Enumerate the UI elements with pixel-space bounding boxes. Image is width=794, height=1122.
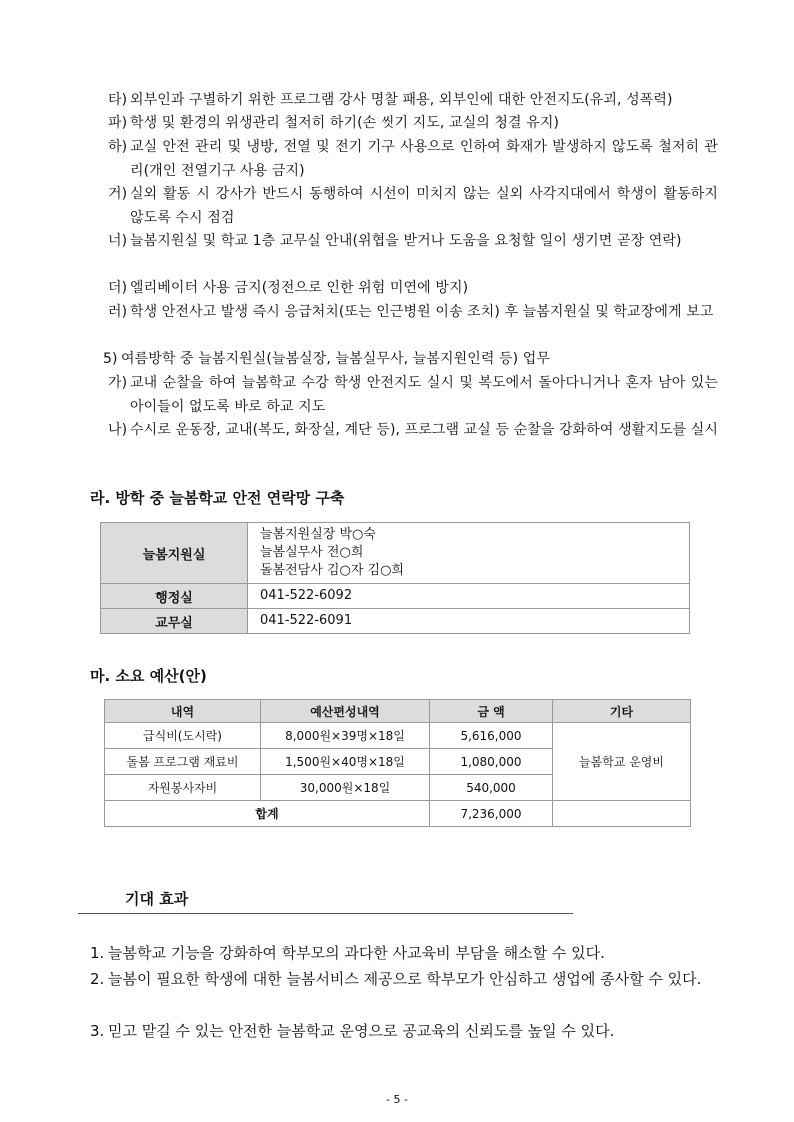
contact-head: 늘봄지원실 xyxy=(101,523,248,584)
list-item: 2. 늘봄이 필요한 학생에 대한 늘봄서비스 제공으로 학부모가 안심하고 생업에 종사할 수 있다. xyxy=(90,970,702,988)
cell-amount: 5,616,000 xyxy=(430,723,553,749)
cell-detail: 8,000원×39명×18일 xyxy=(261,723,430,749)
section-title-expected: 기대 효과 xyxy=(125,890,189,908)
list-item: 나) 수시로 운동장, 교내(복도, 화장실, 계단 등), 프로그램 교실 등 순찰을 강화하여 생활지도를 실시 xyxy=(108,422,719,438)
table-row xyxy=(101,584,690,609)
cell-detail: 1,500원×40명×18일 xyxy=(261,749,430,775)
page-number: - 5 - xyxy=(386,1093,408,1106)
contact-value: 늘봄지원실장 박○숙 늘봄실무사 전○희 돌봄전담사 김○자 김○희 xyxy=(248,523,690,584)
cell-detail: 30,000원×18일 xyxy=(261,775,430,801)
contact-head: 교무실 xyxy=(101,609,248,634)
cell-item: 급식비(도시락) xyxy=(105,723,261,749)
contact-table xyxy=(100,522,690,634)
list-item: 거) 실외 활동 시 강사가 반드시 동행하여 시선이 미치지 않는 실외 사각지대에서 학생이 활동하지 않도록 수시 점검 xyxy=(108,186,718,226)
list-item: 파) 학생 및 환경의 위생관리 철저히 하기(손 씻기 지도, 교실의 청결 유지) xyxy=(108,115,560,131)
list-item: 하) 교실 안전 관리 및 냉방, 전열 및 전기 기구 사용으로 인하여 화재가 발생하지 않도록 철저히 관리(개인 전열기구 사용 금지) xyxy=(108,139,718,179)
cell-other: 늘봄학교 운영비 xyxy=(553,723,691,801)
column-header: 예산편성내역 xyxy=(261,700,430,723)
list-item: 러) 학생 안전사고 발생 즉시 응급처치(또는 인근병원 이송 조치) 후 늘봄지원실 및 학교장에게 보고 xyxy=(108,304,714,320)
contact-value: 041-522-6092 xyxy=(248,584,690,609)
table-row xyxy=(105,801,691,827)
sub-heading-5: 5) 여름방학 중 늘봄지원실(늘봄실장, 늘봄실무사, 늘봄지원인력 등) 업무 xyxy=(103,351,550,367)
list-item: 1. 늘봄학교 기능을 강화하여 학부모의 과다한 사교육비 부담을 해소할 수 있다. xyxy=(90,944,605,962)
cell-total-amount: 7,236,000 xyxy=(430,801,553,827)
cell-total-label: 합계 xyxy=(105,801,430,827)
section-title-contacts: 라. 방학 중 늘봄학교 안전 연락망 구축 xyxy=(90,489,345,507)
column-header: 금 액 xyxy=(430,700,553,723)
divider xyxy=(78,913,573,914)
cell-item: 자원봉사자비 xyxy=(105,775,261,801)
cell-empty xyxy=(553,801,691,827)
column-header: 기타 xyxy=(553,700,691,723)
cell-item: 돌봄 프로그램 재료비 xyxy=(105,749,261,775)
table-row xyxy=(101,609,690,634)
table-row xyxy=(101,523,690,584)
cell-amount: 540,000 xyxy=(430,775,553,801)
budget-table xyxy=(104,699,691,827)
list-item: 너) 늘봄지원실 및 학교 1층 교무실 안내(위협을 받거나 도움을 요청할 일이 생기면 곧장 연락) xyxy=(108,233,682,249)
list-item: 3. 믿고 맡길 수 있는 안전한 늘봄학교 운영으로 공교육의 신뢰도를 높일 수 있다. xyxy=(90,1022,615,1040)
list-item: 타) 외부인과 구별하기 위한 프로그램 강사 명찰 패용, 외부인에 대한 안전지도(유괴, 성폭력) xyxy=(108,92,673,108)
list-item: 더) 엘리베이터 사용 금지(정전으로 인한 위험 미연에 방지) xyxy=(108,280,469,296)
contact-value: 041-522-6091 xyxy=(248,609,690,634)
cell-amount: 1,080,000 xyxy=(430,749,553,775)
list-item: 가) 교내 순찰을 하여 늘봄학교 수강 학생 안전지도 실시 및 복도에서 돌아다니거나 혼자 남아 있는 아이들이 없도록 바로 하교 지도 xyxy=(108,375,718,415)
section-title-budget: 마. 소요 예산(안) xyxy=(90,667,207,685)
table-row xyxy=(105,700,691,723)
column-header: 내역 xyxy=(105,700,261,723)
table-row xyxy=(105,723,691,749)
contact-head: 행정실 xyxy=(101,584,248,609)
